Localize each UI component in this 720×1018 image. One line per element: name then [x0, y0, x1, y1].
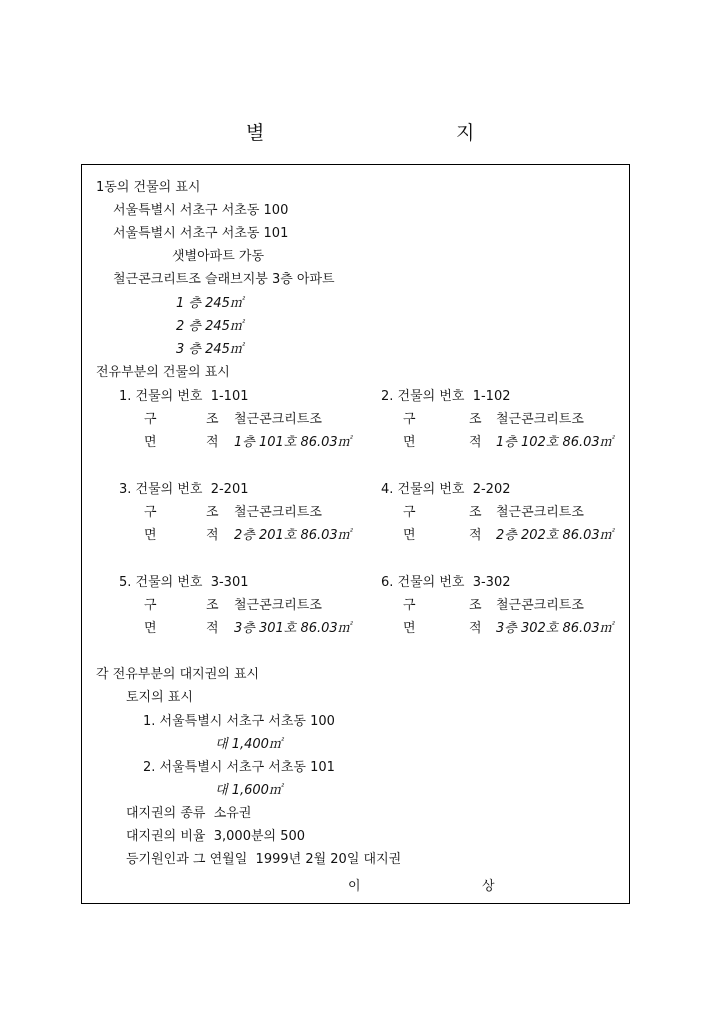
land-right-ratio: 대지권의 비율 3,000분의 500 — [126, 829, 306, 844]
end-mark-char2: 상 — [482, 879, 495, 894]
land-item-1-area: 대 1,400㎡ — [215, 737, 282, 752]
land-right-type: 대지권의 종류 소유권 — [126, 806, 252, 821]
bldg-address-2: 서울특별시 서초구 서초동 101 — [113, 226, 289, 241]
unit-area-label-myeon: 면 — [144, 528, 157, 543]
unit-title: 4. 건물의 번호 2-202 — [381, 482, 511, 497]
unit-title: 6. 건물의 번호 3-302 — [381, 575, 511, 590]
unit-structure-label-gu: 구 — [144, 505, 157, 520]
unit-structure-label-jo: 조 — [206, 505, 219, 520]
unit-structure-label-jo: 조 — [469, 412, 482, 427]
unit-area: 2층 202호 86.03㎡ — [496, 528, 613, 543]
unit-title: 1. 건물의 번호 1-101 — [119, 389, 249, 404]
bldg-heading: 1동의 건물의 표시 — [96, 180, 201, 195]
page-title-char2: 지 — [456, 122, 475, 144]
unit-area-label-jeok: 적 — [469, 528, 482, 543]
page-title-char1: 별 — [246, 122, 265, 144]
unit-structure: 철근콘크리트조 — [234, 412, 322, 427]
unit-area-label-jeok: 적 — [469, 621, 482, 636]
unit-structure-label-jo: 조 — [469, 598, 482, 613]
unit-structure: 철근콘크리트조 — [234, 505, 322, 520]
land-item-2-area: 대 1,600㎡ — [215, 783, 282, 798]
unit-title: 5. 건물의 번호 3-301 — [119, 575, 249, 590]
unit-area-label-myeon: 면 — [403, 435, 416, 450]
unit-area-label-myeon: 면 — [403, 621, 416, 636]
units-heading: 전유부분의 건물의 표시 — [96, 365, 230, 380]
land-subheading: 토지의 표시 — [126, 690, 193, 705]
unit-area-label-jeok: 적 — [206, 528, 219, 543]
bldg-floor-2: 2 층 245㎡ — [176, 319, 243, 334]
unit-area: 3층 302호 86.03㎡ — [496, 621, 613, 636]
unit-structure-label-jo: 조 — [206, 598, 219, 613]
unit-area-label-jeok: 적 — [206, 435, 219, 450]
unit-structure: 철근콘크리트조 — [496, 505, 584, 520]
land-item-1-address: 1. 서울특별시 서초구 서초동 100 — [143, 714, 335, 729]
unit-area: 1층 102호 86.03㎡ — [496, 435, 613, 450]
unit-area-label-jeok: 적 — [469, 435, 482, 450]
unit-structure: 철근콘크리트조 — [234, 598, 322, 613]
unit-structure-label-gu: 구 — [144, 598, 157, 613]
unit-title: 2. 건물의 번호 1-102 — [381, 389, 511, 404]
bldg-floor-1: 1 층 245㎡ — [176, 296, 243, 311]
registration-cause: 등기원인과 그 연월일 1999년 2월 20일 대지권 — [126, 852, 402, 867]
unit-area-label-jeok: 적 — [206, 621, 219, 636]
unit-area: 2층 201호 86.03㎡ — [234, 528, 351, 543]
land-heading: 각 전유부분의 대지권의 표시 — [96, 667, 260, 682]
unit-structure-label-gu: 구 — [403, 505, 416, 520]
unit-structure-label-jo: 조 — [469, 505, 482, 520]
unit-title: 3. 건물의 번호 2-201 — [119, 482, 249, 497]
end-mark-char1: 이 — [348, 879, 361, 894]
bldg-address-1: 서울특별시 서초구 서초동 100 — [113, 203, 289, 218]
unit-structure-label-gu: 구 — [403, 598, 416, 613]
unit-area: 1층 101호 86.03㎡ — [234, 435, 351, 450]
unit-area-label-myeon: 면 — [403, 528, 416, 543]
unit-structure-label-gu: 구 — [144, 412, 157, 427]
unit-area-label-myeon: 면 — [144, 435, 157, 450]
bldg-floor-3: 3 층 245㎡ — [176, 342, 243, 357]
unit-structure: 철근콘크리트조 — [496, 598, 584, 613]
unit-structure-label-jo: 조 — [206, 412, 219, 427]
unit-structure-label-gu: 구 — [403, 412, 416, 427]
bldg-structure: 철근콘크리트조 슬래브지붕 3층 아파트 — [113, 272, 335, 287]
land-item-2-address: 2. 서울특별시 서초구 서초동 101 — [143, 760, 335, 775]
unit-area: 3층 301호 86.03㎡ — [234, 621, 351, 636]
unit-area-label-myeon: 면 — [144, 621, 157, 636]
unit-structure: 철근콘크리트조 — [496, 412, 584, 427]
bldg-name: 샛별아파트 가동 — [172, 249, 265, 264]
